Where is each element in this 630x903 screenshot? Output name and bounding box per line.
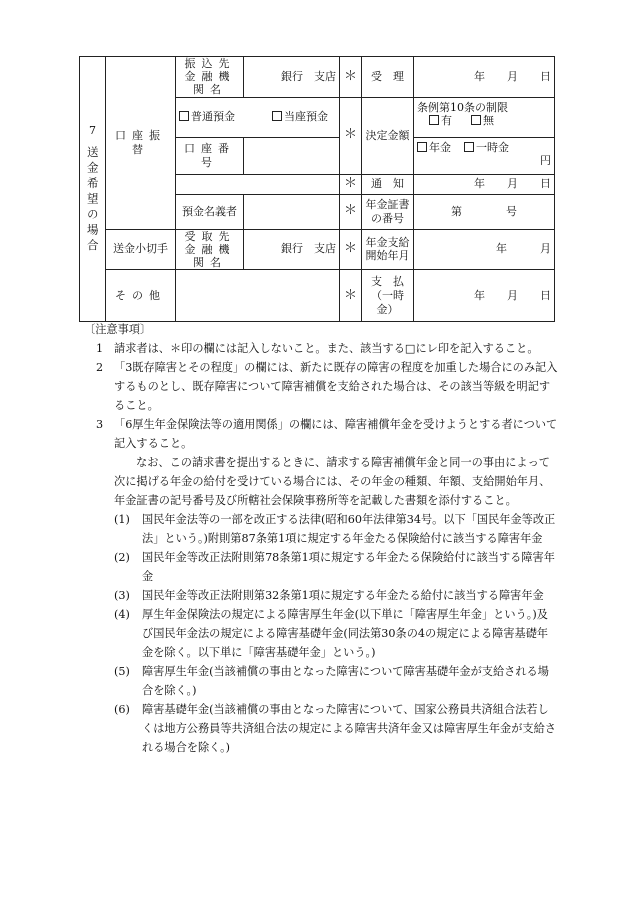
lump-sum-checkbox[interactable] (464, 142, 474, 152)
receiving-bank-label: 受取先金融機関名 (184, 229, 236, 269)
note-subitem: (3) 国民年金等改正法附則第32条第1項に規定する年金たる給付に該当する障害年金 (114, 589, 544, 602)
account-holder-label: 預金名義者 (176, 194, 244, 229)
ordinary-label: 普通預金 (191, 110, 235, 124)
decision-amount-label: 決定金額 (362, 97, 414, 174)
section-title: 送金希望の場合 (85, 145, 100, 255)
receiving-bank-value[interactable]: 銀行 支店 (244, 229, 340, 270)
yes-checkbox[interactable] (429, 115, 439, 125)
money-order-label: 送金小切手 (106, 229, 176, 270)
account-transfer-label: 口座振替 (106, 57, 176, 230)
no-label: 無 (483, 114, 494, 128)
current-checkbox[interactable] (272, 111, 282, 121)
annual-checkbox[interactable] (417, 142, 427, 152)
note-paragraph: なお、この請求書を提出するときに、請求する障害補償年金と同一の事由によって次に掲げる年金の給付を受けている場合には、その年金の種類、年額、支給開始年月、年金証書の記号番号及び所轄社会保険事務所等を記載した書類を添付すること。 (114, 456, 551, 507)
note-subitem: (5) 障害厚生年金(当該補償の事由となった障害について障害基礎年金が支給される場合を除く。) (114, 665, 549, 697)
star-payment-start: ＊ (340, 229, 362, 270)
payment-date[interactable]: 年 月 日 (414, 270, 555, 322)
payment-label: 支 払（一時金） (362, 270, 414, 322)
notice-label: 通 知 (362, 174, 414, 194)
payment-start-value[interactable]: 年 月 (414, 229, 555, 270)
article10-label: 条例第10条の制限 (417, 100, 508, 114)
no-checkbox[interactable] (471, 115, 481, 125)
ordinary-checkbox[interactable] (179, 111, 189, 121)
account-number-value[interactable] (244, 137, 340, 174)
bank-name-value[interactable]: 銀行 支店 (244, 57, 340, 98)
section-number: 7 (89, 123, 96, 137)
note-subitem: (6) 障害基礎年金(当該補償の事由となった障害について、国家公務員共済組合法若しくは地方公務員等共済組合法の規定による障害共済年金又は障害厚生年金が支給される場合を除く。) (114, 703, 556, 754)
other-value[interactable] (176, 270, 340, 322)
star-payment: ＊ (340, 270, 362, 322)
account-holder-value[interactable] (244, 194, 340, 229)
yes-label: 有 (441, 114, 452, 128)
account-number-label: 口座番号 (176, 137, 244, 174)
notice-date[interactable]: 年 月 日 (414, 174, 555, 194)
note-item: 3 「6厚生年金保険法等の適用関係」の欄には、障害補償年金を受けようとする者について記入すること。 (96, 418, 558, 450)
note-subitem: (4) 厚生年金保険法の規定による障害厚生年金(以下単に「障害厚生年金」という。)及び国民年金法の規定による障害基礎年金(同法第30条の4の規定による障害基礎年金を除く。以下単に「障害基礎年金」という。) (114, 608, 549, 659)
remittance-form-table (79, 56, 555, 322)
deposit-type-cell (176, 97, 340, 137)
notes-section (84, 320, 558, 757)
payment-start-label: 年金支給開始年月 (362, 229, 414, 270)
star-decision: ＊ (340, 97, 362, 174)
note-subitem: (1) 国民年金法等の一部を改正する法律(昭和60年法律第34号。以下「国民年金等改正法」という。)附則第87条第1項に規定する年金たる保険給付に該当する障害年金 (114, 513, 556, 545)
amount-type-cell (414, 137, 555, 174)
current-label: 当座預金 (284, 110, 328, 124)
account-number-continued (176, 174, 340, 194)
certificate-label: 年金証書の番号 (362, 194, 414, 229)
received-date[interactable]: 年 月 日 (414, 57, 555, 98)
note-item: 1 請求者は、＊印の欄には記入しないこと。また、該当する□にレ印を記入すること。 (96, 342, 539, 355)
note-subitem: (2) 国民年金等改正法附則第78条第1項に規定する年金たる保険給付に該当する障害年金 (114, 551, 555, 583)
article10-cell (414, 97, 555, 137)
lump-sum-label: 一時金 (476, 140, 509, 154)
annual-label: 年金 (429, 140, 451, 154)
other-label: その他 (106, 270, 176, 322)
received-label: 受 理 (362, 57, 414, 98)
star-notice: ＊ (340, 174, 362, 194)
star-received: ＊ (340, 57, 362, 98)
receiving-bank-label-cell (176, 229, 244, 270)
yen-label: 円 (540, 154, 551, 168)
note-item: 2 「3既存障害とその程度」の欄には、新たに既存の障害の程度を加重した場合にのみ記入するものとし、既存障害について障害補償を支給された場合は、その該当等級を明記すること。 (96, 361, 558, 412)
section-7-cell (80, 57, 106, 322)
certificate-value[interactable]: 第 号 (414, 194, 555, 229)
notes-heading: 〔注意事項〕 (84, 323, 152, 336)
bank-name-label-cell (176, 57, 244, 98)
bank-name-label: 振込先金融機関名 (184, 57, 236, 97)
star-certificate: ＊ (340, 194, 362, 229)
